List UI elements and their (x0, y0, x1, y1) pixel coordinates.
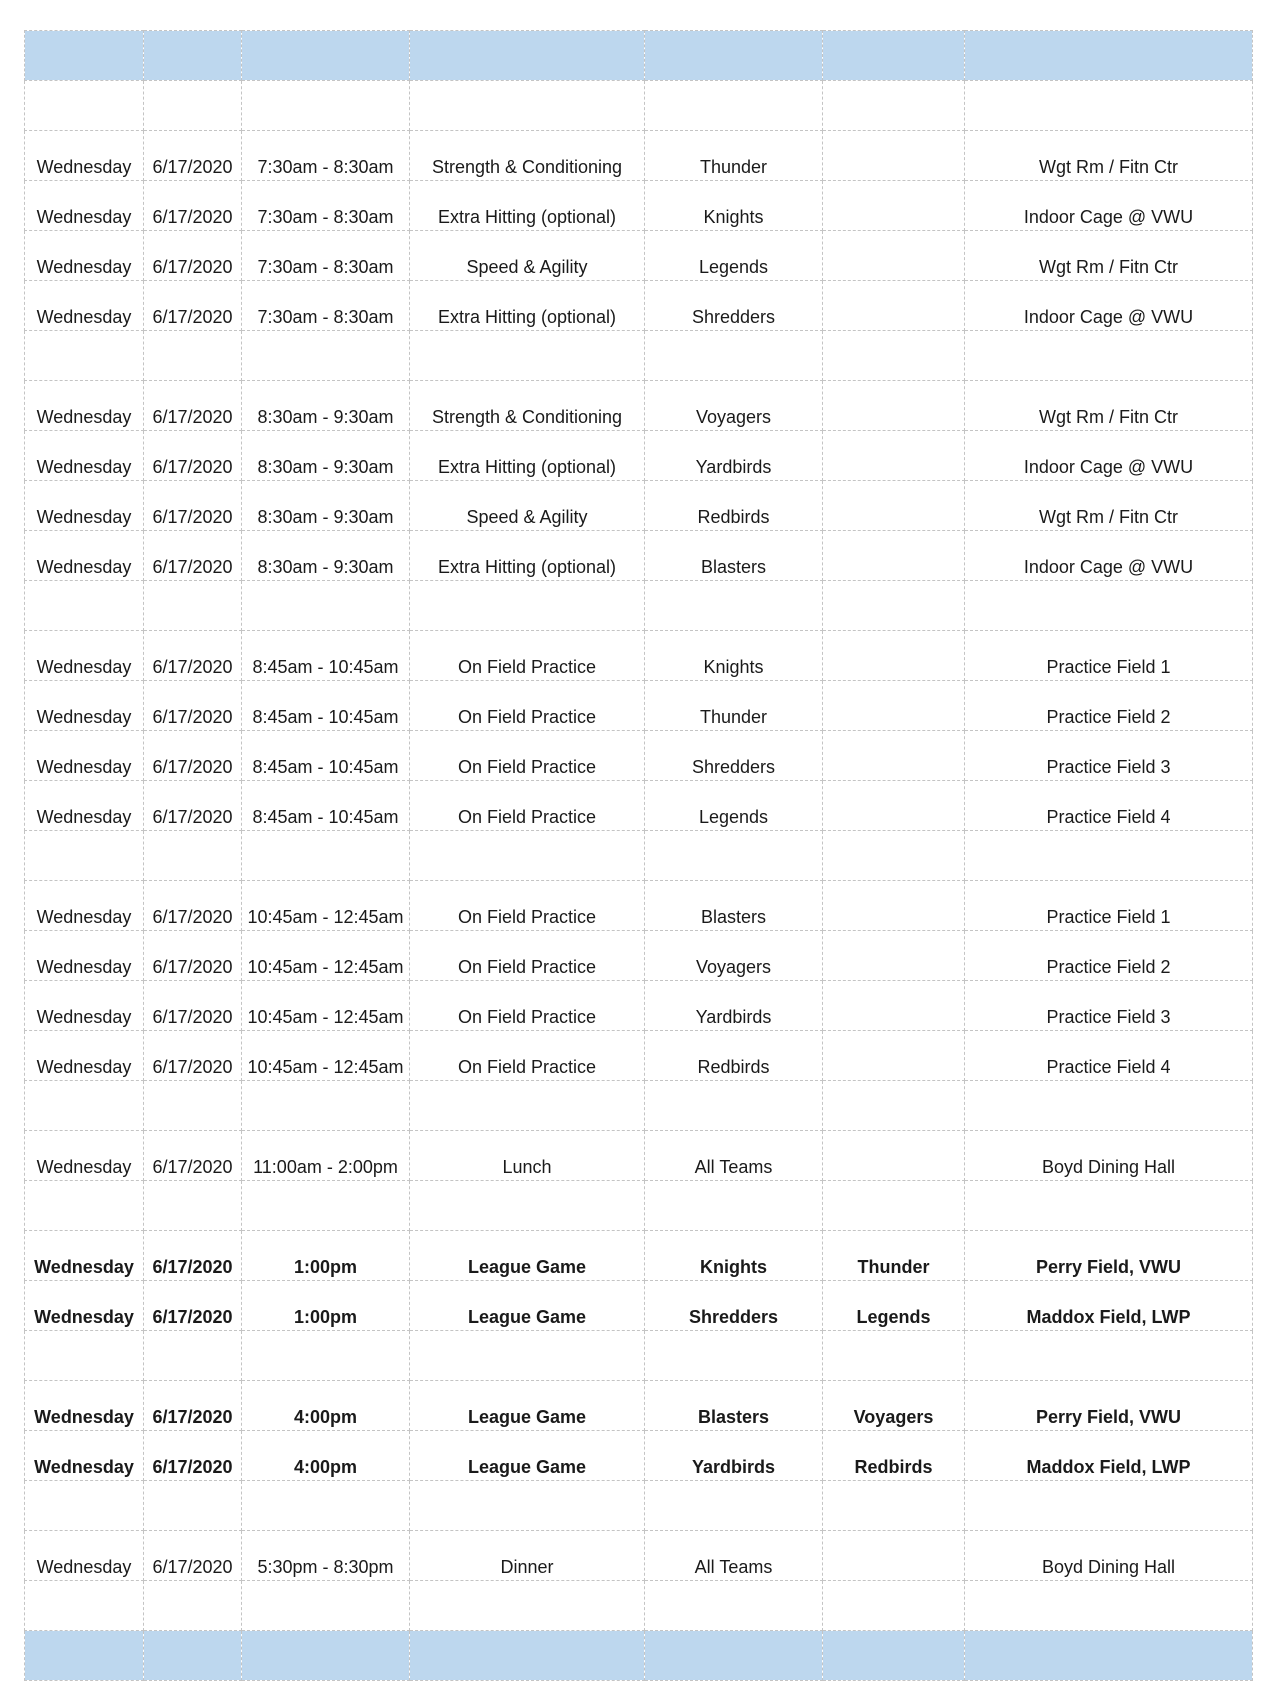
team-cell: Legends (645, 231, 823, 281)
location-cell: Perry Field, VWU (965, 1381, 1253, 1431)
activity-cell: Extra Hitting (optional) (410, 281, 645, 331)
location-cell (965, 1331, 1253, 1381)
opponent-cell (823, 1331, 965, 1381)
opponent-cell (823, 1131, 965, 1181)
opponent-cell (823, 131, 965, 181)
day-cell: Wednesday (25, 481, 144, 531)
team-cell: Legends (645, 781, 823, 831)
location-cell: Indoor Cage @ VWU (965, 431, 1253, 481)
day-cell: Wednesday (25, 531, 144, 581)
day-cell (25, 31, 144, 81)
day-cell: Wednesday (25, 281, 144, 331)
day-cell: Wednesday (25, 631, 144, 681)
time-cell: 8:30am - 9:30am (242, 481, 410, 531)
activity-cell: On Field Practice (410, 631, 645, 681)
time-cell: 8:30am - 9:30am (242, 381, 410, 431)
opponent-cell (823, 1481, 965, 1531)
date-cell: 6/17/2020 (144, 431, 242, 481)
team-cell (645, 581, 823, 631)
day-cell: Wednesday (25, 1231, 144, 1281)
team-cell: Redbirds (645, 1031, 823, 1081)
day-cell (25, 1481, 144, 1531)
opponent-cell (823, 1081, 965, 1131)
date-cell: 6/17/2020 (144, 481, 242, 531)
date-cell: 6/17/2020 (144, 531, 242, 581)
time-cell: 10:45am - 12:45am (242, 981, 410, 1031)
day-cell: Wednesday (25, 1531, 144, 1581)
time-cell: 10:45am - 12:45am (242, 1031, 410, 1081)
spacer-row (25, 1581, 1253, 1631)
schedule-body (25, 31, 1253, 1681)
date-cell (144, 81, 242, 131)
activity-cell: League Game (410, 1231, 645, 1281)
time-cell: 4:00pm (242, 1431, 410, 1481)
location-cell: Practice Field 3 (965, 981, 1253, 1031)
opponent-cell (823, 481, 965, 531)
location-cell (965, 81, 1253, 131)
location-cell: Wgt Rm / Fitn Ctr (965, 131, 1253, 181)
day-cell (25, 81, 144, 131)
schedule-row (25, 681, 1253, 731)
activity-cell: Strength & Conditioning (410, 381, 645, 431)
activity-cell: On Field Practice (410, 931, 645, 981)
date-cell (144, 1581, 242, 1631)
team-cell: Shredders (645, 281, 823, 331)
activity-cell (410, 1481, 645, 1531)
date-cell: 6/17/2020 (144, 781, 242, 831)
time-cell (242, 1631, 410, 1681)
opponent-cell (823, 581, 965, 631)
time-cell: 4:00pm (242, 1381, 410, 1431)
opponent-cell (823, 1531, 965, 1581)
date-cell: 6/17/2020 (144, 881, 242, 931)
date-cell: 6/17/2020 (144, 181, 242, 231)
location-cell (965, 581, 1253, 631)
location-cell: Boyd Dining Hall (965, 1131, 1253, 1181)
date-cell: 6/17/2020 (144, 381, 242, 431)
location-cell: Maddox Field, LWP (965, 1431, 1253, 1481)
header-band-row (25, 1631, 1253, 1681)
team-cell: Redbirds (645, 481, 823, 531)
opponent-cell (823, 1581, 965, 1631)
location-cell: Maddox Field, LWP (965, 1281, 1253, 1331)
schedule-row (25, 1031, 1253, 1081)
time-cell (242, 1581, 410, 1631)
opponent-cell (823, 181, 965, 231)
day-cell (25, 1181, 144, 1231)
team-cell (645, 1331, 823, 1381)
date-cell (144, 1331, 242, 1381)
opponent-cell (823, 1181, 965, 1231)
activity-cell: League Game (410, 1281, 645, 1331)
time-cell: 7:30am - 8:30am (242, 131, 410, 181)
team-cell: Blasters (645, 881, 823, 931)
schedule-row (25, 531, 1253, 581)
time-cell: 1:00pm (242, 1281, 410, 1331)
activity-cell: On Field Practice (410, 681, 645, 731)
activity-cell: On Field Practice (410, 731, 645, 781)
location-cell: Indoor Cage @ VWU (965, 281, 1253, 331)
day-cell: Wednesday (25, 431, 144, 481)
location-cell (965, 1181, 1253, 1231)
game-row (25, 1381, 1253, 1431)
schedule-row (25, 281, 1253, 331)
day-cell (25, 581, 144, 631)
activity-cell: Extra Hitting (optional) (410, 531, 645, 581)
time-cell (242, 31, 410, 81)
team-cell: Knights (645, 181, 823, 231)
day-cell (25, 1331, 144, 1381)
day-cell: Wednesday (25, 881, 144, 931)
activity-cell (410, 331, 645, 381)
spacer-row (25, 831, 1253, 881)
opponent-cell (823, 981, 965, 1031)
team-cell (645, 31, 823, 81)
time-cell: 7:30am - 8:30am (242, 281, 410, 331)
date-cell (144, 581, 242, 631)
activity-cell (410, 1331, 645, 1381)
day-cell: Wednesday (25, 1431, 144, 1481)
location-cell (965, 331, 1253, 381)
date-cell: 6/17/2020 (144, 1031, 242, 1081)
opponent-cell (823, 381, 965, 431)
activity-cell: League Game (410, 1431, 645, 1481)
time-cell (242, 1181, 410, 1231)
activity-cell: Lunch (410, 1131, 645, 1181)
team-cell: All Teams (645, 1131, 823, 1181)
game-row (25, 1231, 1253, 1281)
time-cell (242, 581, 410, 631)
schedule-row (25, 931, 1253, 981)
date-cell (144, 1631, 242, 1681)
day-cell: Wednesday (25, 131, 144, 181)
date-cell: 6/17/2020 (144, 981, 242, 1031)
day-cell: Wednesday (25, 1381, 144, 1431)
opponent-cell (823, 881, 965, 931)
opponent-cell (823, 81, 965, 131)
location-cell: Indoor Cage @ VWU (965, 531, 1253, 581)
activity-cell (410, 1181, 645, 1231)
location-cell: Wgt Rm / Fitn Ctr (965, 231, 1253, 281)
date-cell: 6/17/2020 (144, 931, 242, 981)
day-cell (25, 1081, 144, 1131)
day-cell: Wednesday (25, 1281, 144, 1331)
team-cell: Knights (645, 631, 823, 681)
opponent-cell: Legends (823, 1281, 965, 1331)
schedule-row (25, 1531, 1253, 1581)
opponent-cell (823, 31, 965, 81)
team-cell: Thunder (645, 131, 823, 181)
date-cell (144, 31, 242, 81)
opponent-cell (823, 431, 965, 481)
opponent-cell (823, 1031, 965, 1081)
date-cell (144, 831, 242, 881)
schedule-row (25, 781, 1253, 831)
team-cell (645, 1631, 823, 1681)
day-cell: Wednesday (25, 981, 144, 1031)
opponent-cell: Thunder (823, 1231, 965, 1281)
date-cell: 6/17/2020 (144, 131, 242, 181)
date-cell: 6/17/2020 (144, 1131, 242, 1181)
time-cell (242, 1481, 410, 1531)
opponent-cell (823, 731, 965, 781)
team-cell (645, 831, 823, 881)
header-band-row (25, 31, 1253, 81)
date-cell: 6/17/2020 (144, 1281, 242, 1331)
opponent-cell (823, 281, 965, 331)
date-cell: 6/17/2020 (144, 731, 242, 781)
time-cell: 7:30am - 8:30am (242, 231, 410, 281)
team-cell: Voyagers (645, 381, 823, 431)
opponent-cell (823, 681, 965, 731)
spacer-row (25, 1181, 1253, 1231)
time-cell (242, 331, 410, 381)
activity-cell: Speed & Agility (410, 231, 645, 281)
schedule-row (25, 131, 1253, 181)
location-cell: Practice Field 1 (965, 631, 1253, 681)
activity-cell: Strength & Conditioning (410, 131, 645, 181)
time-cell: 7:30am - 8:30am (242, 181, 410, 231)
date-cell: 6/17/2020 (144, 1431, 242, 1481)
day-cell: Wednesday (25, 731, 144, 781)
time-cell: 8:45am - 10:45am (242, 781, 410, 831)
time-cell (242, 1081, 410, 1131)
activity-cell: League Game (410, 1381, 645, 1431)
location-cell: Practice Field 4 (965, 1031, 1253, 1081)
team-cell: Yardbirds (645, 1431, 823, 1481)
time-cell: 10:45am - 12:45am (242, 931, 410, 981)
opponent-cell (823, 331, 965, 381)
time-cell: 8:45am - 10:45am (242, 681, 410, 731)
spacer-row (25, 81, 1253, 131)
location-cell: Practice Field 3 (965, 731, 1253, 781)
activity-cell (410, 831, 645, 881)
location-cell (965, 1581, 1253, 1631)
spacer-row (25, 581, 1253, 631)
location-cell: Wgt Rm / Fitn Ctr (965, 481, 1253, 531)
opponent-cell: Redbirds (823, 1431, 965, 1481)
schedule-row (25, 431, 1253, 481)
activity-cell: Speed & Agility (410, 481, 645, 531)
schedule-row (25, 481, 1253, 531)
time-cell: 8:45am - 10:45am (242, 631, 410, 681)
spacer-row (25, 331, 1253, 381)
location-cell (965, 1481, 1253, 1531)
date-cell: 6/17/2020 (144, 1381, 242, 1431)
game-row (25, 1281, 1253, 1331)
date-cell: 6/17/2020 (144, 631, 242, 681)
time-cell: 8:45am - 10:45am (242, 731, 410, 781)
team-cell (645, 1581, 823, 1631)
team-cell: Shredders (645, 731, 823, 781)
time-cell: 8:30am - 9:30am (242, 431, 410, 481)
team-cell: Blasters (645, 531, 823, 581)
team-cell: Yardbirds (645, 431, 823, 481)
team-cell (645, 81, 823, 131)
location-cell (965, 831, 1253, 881)
day-cell: Wednesday (25, 781, 144, 831)
location-cell: Practice Field 4 (965, 781, 1253, 831)
location-cell: Perry Field, VWU (965, 1231, 1253, 1281)
schedule-row (25, 881, 1253, 931)
team-cell: All Teams (645, 1531, 823, 1581)
date-cell: 6/17/2020 (144, 231, 242, 281)
day-cell: Wednesday (25, 681, 144, 731)
opponent-cell (823, 931, 965, 981)
spacer-row (25, 1081, 1253, 1131)
day-cell (25, 1631, 144, 1681)
date-cell: 6/17/2020 (144, 1531, 242, 1581)
day-cell: Wednesday (25, 381, 144, 431)
activity-cell (410, 1581, 645, 1631)
schedule-row (25, 381, 1253, 431)
location-cell: Boyd Dining Hall (965, 1531, 1253, 1581)
day-cell (25, 831, 144, 881)
date-cell: 6/17/2020 (144, 681, 242, 731)
time-cell: 8:30am - 9:30am (242, 531, 410, 581)
location-cell (965, 1631, 1253, 1681)
day-cell (25, 1581, 144, 1631)
day-cell (25, 331, 144, 381)
activity-cell: Extra Hitting (optional) (410, 431, 645, 481)
activity-cell (410, 1631, 645, 1681)
time-cell: 11:00am - 2:00pm (242, 1131, 410, 1181)
opponent-cell (823, 531, 965, 581)
activity-cell (410, 581, 645, 631)
opponent-cell (823, 231, 965, 281)
spacer-row (25, 1481, 1253, 1531)
activity-cell (410, 81, 645, 131)
day-cell: Wednesday (25, 1131, 144, 1181)
location-cell (965, 31, 1253, 81)
opponent-cell (823, 831, 965, 881)
activity-cell: On Field Practice (410, 1031, 645, 1081)
team-cell (645, 1481, 823, 1531)
date-cell: 6/17/2020 (144, 281, 242, 331)
activity-cell: On Field Practice (410, 981, 645, 1031)
time-cell: 10:45am - 12:45am (242, 881, 410, 931)
opponent-cell (823, 1631, 965, 1681)
location-cell: Practice Field 1 (965, 881, 1253, 931)
date-cell (144, 331, 242, 381)
time-cell: 5:30pm - 8:30pm (242, 1531, 410, 1581)
schedule-row (25, 731, 1253, 781)
date-cell (144, 1081, 242, 1131)
activity-cell: On Field Practice (410, 881, 645, 931)
schedule-table (24, 30, 1253, 1681)
date-cell (144, 1481, 242, 1531)
team-cell: Thunder (645, 681, 823, 731)
location-cell: Indoor Cage @ VWU (965, 181, 1253, 231)
time-cell (242, 1331, 410, 1381)
schedule-row (25, 631, 1253, 681)
opponent-cell: Voyagers (823, 1381, 965, 1431)
time-cell (242, 81, 410, 131)
schedule-row (25, 231, 1253, 281)
opponent-cell (823, 631, 965, 681)
location-cell: Wgt Rm / Fitn Ctr (965, 381, 1253, 431)
schedule-row (25, 981, 1253, 1031)
date-cell: 6/17/2020 (144, 1231, 242, 1281)
activity-cell: Extra Hitting (optional) (410, 181, 645, 231)
schedule-row (25, 181, 1253, 231)
time-cell (242, 831, 410, 881)
team-cell: Blasters (645, 1381, 823, 1431)
team-cell: Shredders (645, 1281, 823, 1331)
team-cell: Knights (645, 1231, 823, 1281)
location-cell (965, 1081, 1253, 1131)
team-cell (645, 331, 823, 381)
activity-cell (410, 1081, 645, 1131)
location-cell: Practice Field 2 (965, 931, 1253, 981)
day-cell: Wednesday (25, 231, 144, 281)
schedule-row (25, 1131, 1253, 1181)
team-cell (645, 1081, 823, 1131)
location-cell: Practice Field 2 (965, 681, 1253, 731)
activity-cell: Dinner (410, 1531, 645, 1581)
time-cell: 1:00pm (242, 1231, 410, 1281)
opponent-cell (823, 781, 965, 831)
day-cell: Wednesday (25, 1031, 144, 1081)
game-row (25, 1431, 1253, 1481)
day-cell: Wednesday (25, 931, 144, 981)
date-cell (144, 1181, 242, 1231)
team-cell: Yardbirds (645, 981, 823, 1031)
team-cell: Voyagers (645, 931, 823, 981)
day-cell: Wednesday (25, 181, 144, 231)
team-cell (645, 1181, 823, 1231)
spacer-row (25, 1331, 1253, 1381)
activity-cell (410, 31, 645, 81)
activity-cell: On Field Practice (410, 781, 645, 831)
